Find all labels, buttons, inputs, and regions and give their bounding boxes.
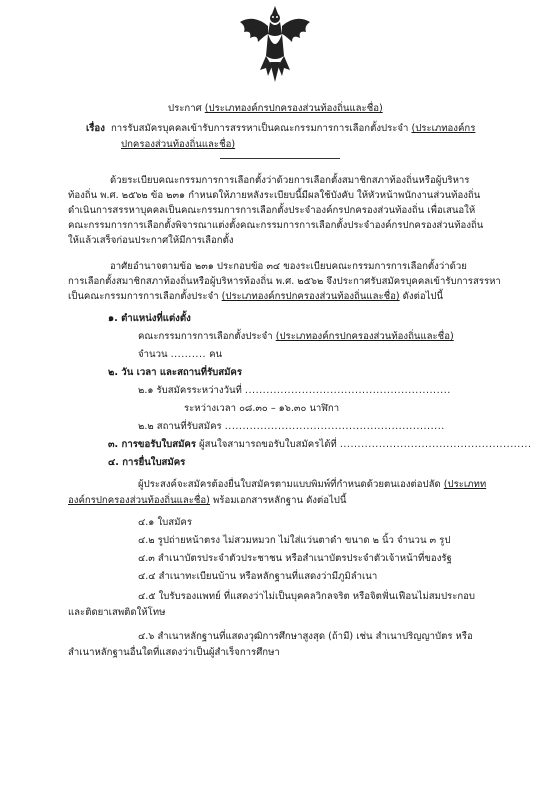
section-4-item-6: ๔.๖ สำเนาหลักฐานที่แสดงวุฒิการศึกษาสูงสุด (ถ้ามี) เช่น สำเนาปริญญาบัตร หรือ <box>138 631 473 642</box>
announcement-title: ประกาศ (ประเภทองค์กรปกครองส่วนท้องถิ่นและชื่อ) <box>168 103 383 114</box>
section-3: ๓. การขอรับใบสมัคร ผู้สนใจสามารถขอรับใบสมัครได้ที่ ...................................................... <box>108 439 532 450</box>
section-4-item-5-cont: และติดยาเสพติดให้โทษ <box>68 607 166 618</box>
subject-line-1: เรื่อง การรับสมัครบุคคลเข้ารับการสรรหาเป็นคณะกรรมการการเลือกตั้งประจำ (ประเภทองค์กร <box>86 123 476 134</box>
section-4-item: ๔.๒ รูปถ่ายหน้าตรง ไม่สวมหมวก ไม่ใส่แว่นตาดำ ขนาด ๒ นิ้ว จำนวน ๓ รูป <box>138 535 451 546</box>
section-1-position: คณะกรรมการการเลือกตั้งประจำ (ประเภทองค์กรปกครองส่วนท้องถิ่นและชื่อ) <box>138 331 454 342</box>
section-2-heading: ๒. วัน เวลา และสถานที่รับสมัคร <box>108 367 243 378</box>
section-1-count: จำนวน .......... คน <box>138 349 223 360</box>
section-4-heading: ๔. การยื่นใบสมัคร <box>108 457 186 468</box>
section-2-time: ระหว่างเวลา ๐๘.๓๐ – ๑๖.๓๐ นาฬิกา <box>184 403 340 414</box>
section-4-item: ๔.๓ สำเนาบัตรประจำตัวประชาชน หรือสำเนาบัตรประจำตัวเจ้าหน้าที่ของรัฐ <box>138 553 452 564</box>
para1-line: คณะกรรมการการเลือกตั้งพิจารณาแต่งตั้งคณะกรรมการการเลือกตั้งประจำองค์กรปกครองส่วนท้องถิ่น <box>68 220 484 231</box>
garuda-emblem-icon <box>236 4 314 84</box>
para1-line: ดำเนินการสรรหาบุคคลเป็นคณะกรรมการการเลือกตั้งประจำองค์กรปกครองส่วนท้องถิ่น เพื่อเสนอให้ <box>68 205 476 216</box>
para1-line: ให้แล้วเสร็จก่อนประกาศให้มีการเลือกตั้ง <box>68 235 234 246</box>
section-4-item: ๔.๔ สำเนาทะเบียนบ้าน หรือหลักฐานที่แสดงว่ามีภูมิลำเนา <box>138 571 378 582</box>
section-4-item-5: ๔.๕ ใบรับรองแพทย์ ที่แสดงว่าไม่เป็นบุคคลวิกลจริต หรือจิตฟั่นเฟือนไม่สมประกอบ <box>138 591 476 602</box>
section-4-item-6-cont: สำเนาหลักฐานอื่นใดที่แสดงว่าเป็นผู้สำเร็จการศึกษา <box>68 647 280 658</box>
para1-line: ด้วยระเบียบคณะกรรมการการเลือกตั้งว่าด้วยการเลือกตั้งสมาชิกสภาท้องถิ่นหรือผู้บริหาร <box>110 175 470 186</box>
para1-line: ท้องถิ่น พ.ศ. ๒๕๖๒ ข้อ ๒๓๑ กำหนดให้ภายหลังระเบียบนี้มีผลใช้บังคับ ให้หัวหน้าพนักงานส่วนท้องถิ่น <box>68 190 481 201</box>
section-2-item-2: ๒.๒ สถานที่รับสมัคร .............................................................. <box>138 421 445 432</box>
header-divider <box>220 158 340 159</box>
para2-line: เป็นคณะกรรมการการเลือกตั้งประจำ (ประเภทองค์กรปกครองส่วนท้องถิ่นและชื่อ) ดังต่อไปนี้ <box>68 291 444 302</box>
section-4-item: ๔.๑ ใบสมัคร <box>138 517 192 528</box>
para2-line: การเลือกตั้งสมาชิกสภาท้องถิ่นหรือผู้บริหารท้องถิ่น พ.ศ. ๒๕๖๒ จึงประกาศรับสมัครบุคคลเข้ารับการสรรหา <box>68 276 501 287</box>
section-1-heading: ๑. ตำแหน่งที่แต่งตั้ง <box>108 313 191 324</box>
section-4-intro-1: ผู้ประสงค์จะสมัครต้องยื่นใบสมัครตามแบบพิมพ์ที่กำหนดด้วยตนเองต่อปลัด (ประเภทท <box>138 479 487 490</box>
section-4-intro-2: องค์กรปกครองส่วนท้องถิ่นและชื่อ) พร้อมเอกสารหลักฐาน ดังต่อไปนี้ <box>68 495 347 506</box>
section-2-item-1: ๒.๑ รับสมัครระหว่างวันที่ .......................................................... <box>138 385 451 396</box>
para2-line: อาศัยอำนาจตามข้อ ๒๓๑ ประกอบข้อ ๓๔ ของระเบียบคณะกรรมการการเลือกตั้งว่าด้วย <box>110 261 467 272</box>
subject-line-2: ปกครองส่วนท้องถิ่นและชื่อ) <box>121 139 236 150</box>
